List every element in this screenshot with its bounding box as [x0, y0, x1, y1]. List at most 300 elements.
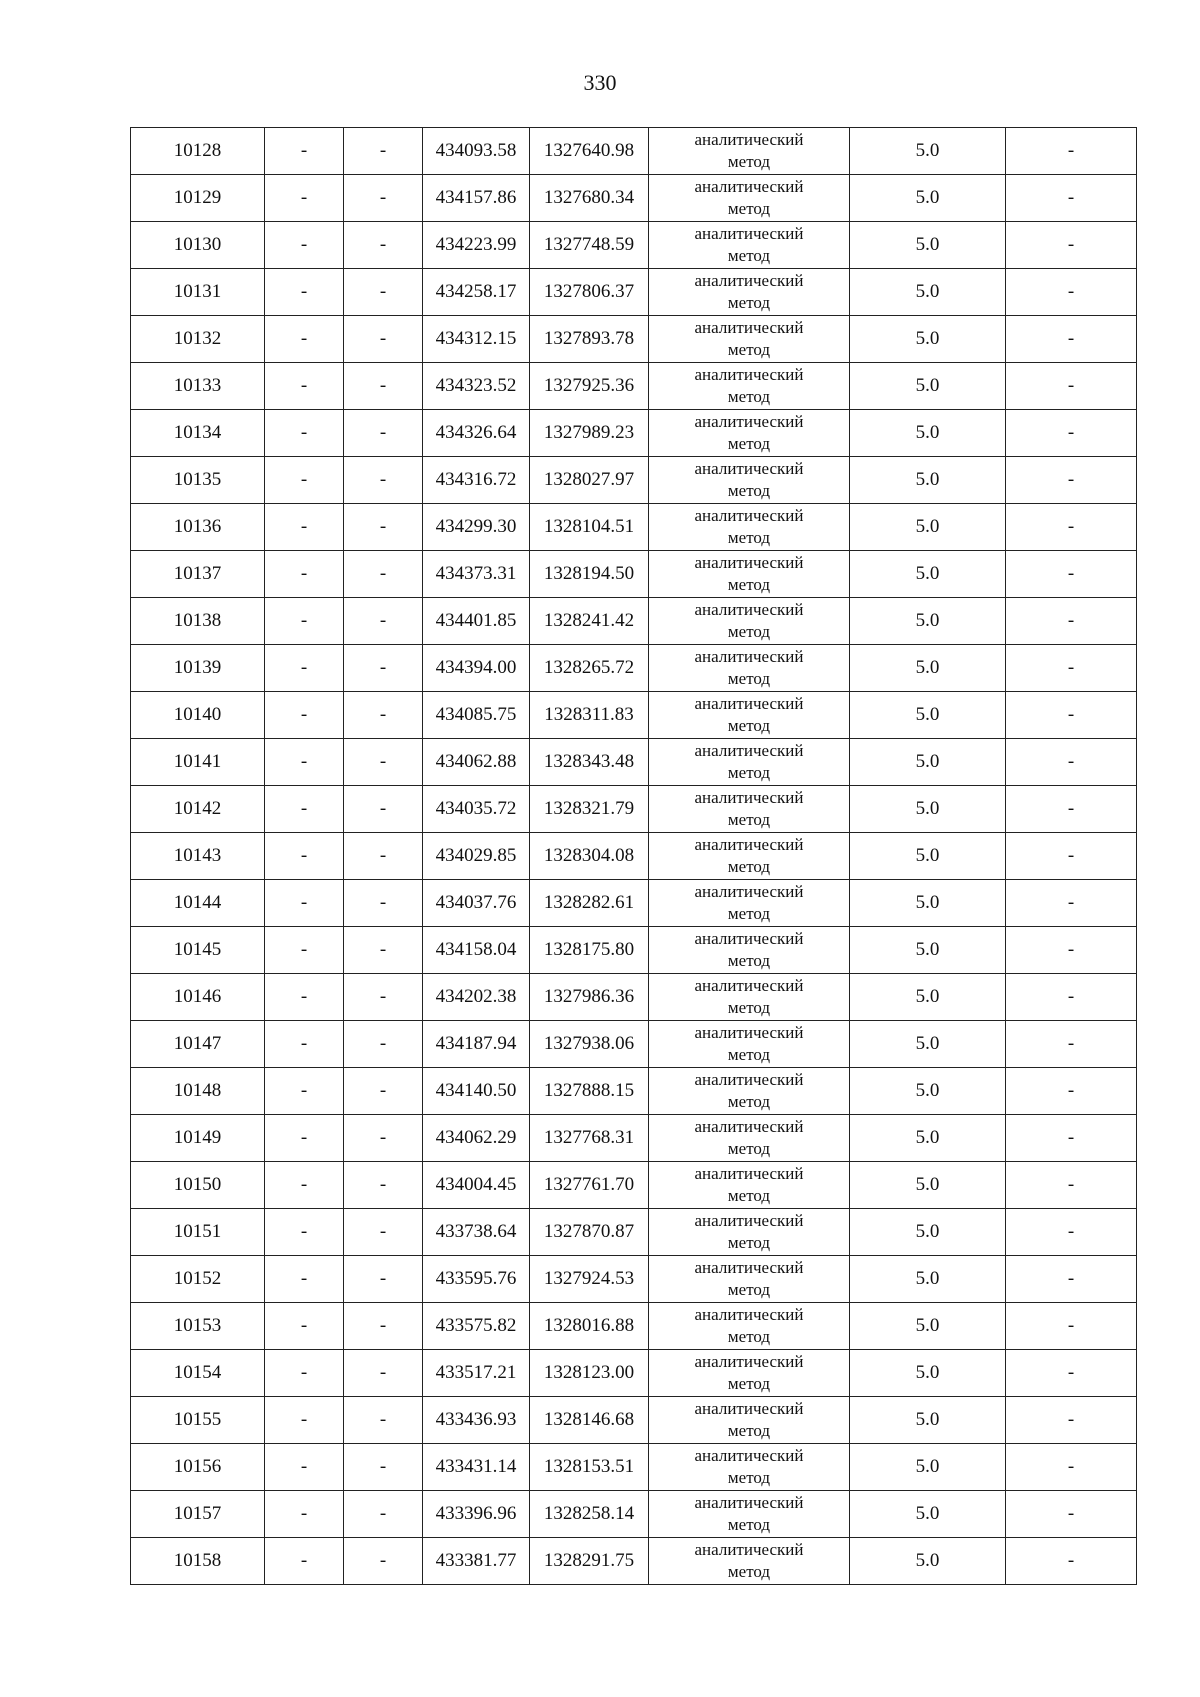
- y-coordinate-cell: 1328265.72: [530, 645, 649, 692]
- note-cell: -: [1006, 1209, 1137, 1256]
- method-cell: [649, 692, 850, 739]
- point-number-cell: 10129: [131, 175, 265, 222]
- empty-value-cell: -: [344, 504, 423, 551]
- note-cell: -: [1006, 1397, 1137, 1444]
- empty-value-cell: -: [265, 128, 344, 175]
- x-coordinate-cell: 434258.17: [423, 269, 530, 316]
- empty-value-cell: -: [265, 1444, 344, 1491]
- empty-value-cell: -: [265, 1115, 344, 1162]
- method-line-2: метод: [727, 1374, 771, 1393]
- empty-value-cell: -: [265, 222, 344, 269]
- empty-value-cell: -: [344, 880, 423, 927]
- accuracy-cell: 5.0: [850, 1115, 1006, 1162]
- y-coordinate-cell: 1327768.31: [530, 1115, 649, 1162]
- accuracy-cell: 5.0: [850, 1256, 1006, 1303]
- x-coordinate-cell: 433517.21: [423, 1350, 530, 1397]
- method-line-2: метод: [727, 1139, 771, 1158]
- empty-value-cell: -: [265, 316, 344, 363]
- x-coordinate-cell: 434401.85: [423, 598, 530, 645]
- table-row: [131, 551, 1137, 598]
- x-coordinate-cell: 434394.00: [423, 645, 530, 692]
- method-line-2: метод: [727, 246, 771, 265]
- y-coordinate-cell: 1327938.06: [530, 1021, 649, 1068]
- accuracy-cell: 5.0: [850, 1162, 1006, 1209]
- method-cell: [649, 1491, 850, 1538]
- empty-value-cell: -: [265, 175, 344, 222]
- y-coordinate-cell: 1328016.88: [530, 1303, 649, 1350]
- y-coordinate-cell: 1327870.87: [530, 1209, 649, 1256]
- method-line-2: метод: [727, 387, 771, 406]
- point-number-cell: 10150: [131, 1162, 265, 1209]
- note-cell: -: [1006, 1115, 1137, 1162]
- method-line-2: метод: [727, 951, 771, 970]
- method-line-1: аналитический: [694, 412, 804, 431]
- method-cell: [649, 880, 850, 927]
- x-coordinate-cell: 434029.85: [423, 833, 530, 880]
- point-number-cell: 10142: [131, 786, 265, 833]
- method-line-2: метод: [727, 1233, 771, 1252]
- x-coordinate-cell: 434035.72: [423, 786, 530, 833]
- accuracy-cell: 5.0: [850, 692, 1006, 739]
- empty-value-cell: -: [265, 504, 344, 551]
- table-row: [131, 175, 1137, 222]
- point-number-cell: 10136: [131, 504, 265, 551]
- y-coordinate-cell: 1328311.83: [530, 692, 649, 739]
- coordinates-table: [130, 127, 1137, 1585]
- y-coordinate-cell: 1328258.14: [530, 1491, 649, 1538]
- empty-value-cell: -: [265, 269, 344, 316]
- empty-value-cell: -: [344, 1350, 423, 1397]
- empty-value-cell: -: [344, 1303, 423, 1350]
- empty-value-cell: -: [344, 1491, 423, 1538]
- point-number-cell: 10143: [131, 833, 265, 880]
- empty-value-cell: -: [344, 1444, 423, 1491]
- table-row: [131, 880, 1137, 927]
- table-row: [131, 1397, 1137, 1444]
- y-coordinate-cell: 1327924.53: [530, 1256, 649, 1303]
- table-row: [131, 316, 1137, 363]
- empty-value-cell: -: [344, 974, 423, 1021]
- note-cell: -: [1006, 1162, 1137, 1209]
- point-number-cell: 10157: [131, 1491, 265, 1538]
- y-coordinate-cell: 1327640.98: [530, 128, 649, 175]
- empty-value-cell: -: [265, 645, 344, 692]
- method-line-2: метод: [727, 528, 771, 547]
- empty-value-cell: -: [265, 598, 344, 645]
- empty-value-cell: -: [344, 410, 423, 457]
- note-cell: -: [1006, 363, 1137, 410]
- accuracy-cell: 5.0: [850, 786, 1006, 833]
- method-cell: [649, 410, 850, 457]
- note-cell: -: [1006, 739, 1137, 786]
- note-cell: -: [1006, 410, 1137, 457]
- y-coordinate-cell: 1328104.51: [530, 504, 649, 551]
- y-coordinate-cell: 1328027.97: [530, 457, 649, 504]
- empty-value-cell: -: [344, 598, 423, 645]
- note-cell: -: [1006, 1303, 1137, 1350]
- note-cell: -: [1006, 1068, 1137, 1115]
- table-row: [131, 927, 1137, 974]
- note-cell: -: [1006, 645, 1137, 692]
- method-line-1: аналитический: [694, 788, 804, 807]
- empty-value-cell: -: [265, 786, 344, 833]
- table-row: [131, 1444, 1137, 1491]
- y-coordinate-cell: 1328175.80: [530, 927, 649, 974]
- x-coordinate-cell: 434312.15: [423, 316, 530, 363]
- method-line-1: аналитический: [694, 130, 804, 149]
- note-cell: -: [1006, 1350, 1137, 1397]
- method-line-2: метод: [727, 810, 771, 829]
- point-number-cell: 10158: [131, 1538, 265, 1585]
- method-line-2: метод: [727, 1092, 771, 1111]
- empty-value-cell: -: [344, 1256, 423, 1303]
- empty-value-cell: -: [265, 410, 344, 457]
- method-cell: [649, 927, 850, 974]
- note-cell: -: [1006, 786, 1137, 833]
- point-number-cell: 10139: [131, 645, 265, 692]
- x-coordinate-cell: 434202.38: [423, 974, 530, 1021]
- x-coordinate-cell: 434373.31: [423, 551, 530, 598]
- empty-value-cell: -: [344, 1115, 423, 1162]
- empty-value-cell: -: [265, 457, 344, 504]
- method-cell: [649, 175, 850, 222]
- table-row: [131, 1491, 1137, 1538]
- method-line-1: аналитический: [694, 647, 804, 666]
- table-row: [131, 410, 1137, 457]
- y-coordinate-cell: 1327888.15: [530, 1068, 649, 1115]
- method-cell: [649, 786, 850, 833]
- x-coordinate-cell: 433575.82: [423, 1303, 530, 1350]
- y-coordinate-cell: 1328343.48: [530, 739, 649, 786]
- table-row: [131, 645, 1137, 692]
- note-cell: -: [1006, 974, 1137, 1021]
- note-cell: -: [1006, 128, 1137, 175]
- point-number-cell: 10147: [131, 1021, 265, 1068]
- note-cell: -: [1006, 222, 1137, 269]
- accuracy-cell: 5.0: [850, 1350, 1006, 1397]
- method-line-1: аналитический: [694, 1258, 804, 1277]
- x-coordinate-cell: 434085.75: [423, 692, 530, 739]
- point-number-cell: 10132: [131, 316, 265, 363]
- empty-value-cell: -: [265, 1256, 344, 1303]
- accuracy-cell: 5.0: [850, 1021, 1006, 1068]
- method-cell: [649, 1256, 850, 1303]
- table-row: [131, 1021, 1137, 1068]
- method-line-1: аналитический: [694, 177, 804, 196]
- note-cell: -: [1006, 551, 1137, 598]
- method-line-1: аналитический: [694, 1446, 804, 1465]
- method-line-1: аналитический: [694, 600, 804, 619]
- method-line-1: аналитический: [694, 1023, 804, 1042]
- empty-value-cell: -: [344, 128, 423, 175]
- point-number-cell: 10131: [131, 269, 265, 316]
- method-line-2: метод: [727, 481, 771, 500]
- method-line-2: метод: [727, 622, 771, 641]
- x-coordinate-cell: 434299.30: [423, 504, 530, 551]
- method-line-1: аналитический: [694, 1352, 804, 1371]
- empty-value-cell: -: [344, 833, 423, 880]
- table-row: [131, 1350, 1137, 1397]
- note-cell: -: [1006, 692, 1137, 739]
- accuracy-cell: 5.0: [850, 739, 1006, 786]
- method-line-1: аналитический: [694, 741, 804, 760]
- accuracy-cell: 5.0: [850, 316, 1006, 363]
- empty-value-cell: -: [265, 1209, 344, 1256]
- y-coordinate-cell: 1327925.36: [530, 363, 649, 410]
- x-coordinate-cell: 433738.64: [423, 1209, 530, 1256]
- accuracy-cell: 5.0: [850, 645, 1006, 692]
- note-cell: -: [1006, 927, 1137, 974]
- y-coordinate-cell: 1327893.78: [530, 316, 649, 363]
- point-number-cell: 10135: [131, 457, 265, 504]
- accuracy-cell: 5.0: [850, 1538, 1006, 1585]
- empty-value-cell: -: [265, 739, 344, 786]
- method-line-2: метод: [727, 1045, 771, 1064]
- table-row: [131, 1303, 1137, 1350]
- empty-value-cell: -: [265, 927, 344, 974]
- method-cell: [649, 363, 850, 410]
- x-coordinate-cell: 433396.96: [423, 1491, 530, 1538]
- note-cell: -: [1006, 598, 1137, 645]
- y-coordinate-cell: 1328146.68: [530, 1397, 649, 1444]
- accuracy-cell: 5.0: [850, 128, 1006, 175]
- method-line-2: метод: [727, 904, 771, 923]
- x-coordinate-cell: 434140.50: [423, 1068, 530, 1115]
- method-line-1: аналитический: [694, 506, 804, 525]
- x-coordinate-cell: 434062.29: [423, 1115, 530, 1162]
- point-number-cell: 10134: [131, 410, 265, 457]
- accuracy-cell: 5.0: [850, 457, 1006, 504]
- empty-value-cell: -: [344, 1162, 423, 1209]
- method-line-2: метод: [727, 575, 771, 594]
- empty-value-cell: -: [344, 1068, 423, 1115]
- empty-value-cell: -: [265, 880, 344, 927]
- method-line-1: аналитический: [694, 459, 804, 478]
- method-cell: [649, 1538, 850, 1585]
- table-row: [131, 1068, 1137, 1115]
- table-row: [131, 1538, 1137, 1585]
- point-number-cell: 10145: [131, 927, 265, 974]
- method-cell: [649, 504, 850, 551]
- note-cell: -: [1006, 316, 1137, 363]
- x-coordinate-cell: 434004.45: [423, 1162, 530, 1209]
- empty-value-cell: -: [344, 363, 423, 410]
- method-line-1: аналитический: [694, 694, 804, 713]
- method-line-2: метод: [727, 1562, 771, 1581]
- note-cell: -: [1006, 1491, 1137, 1538]
- method-line-1: аналитический: [694, 553, 804, 572]
- empty-value-cell: -: [344, 316, 423, 363]
- method-cell: [649, 598, 850, 645]
- method-line-2: метод: [727, 434, 771, 453]
- empty-value-cell: -: [344, 645, 423, 692]
- method-cell: [649, 316, 850, 363]
- empty-value-cell: -: [265, 363, 344, 410]
- method-cell: [649, 645, 850, 692]
- y-coordinate-cell: 1328304.08: [530, 833, 649, 880]
- table-row: [131, 833, 1137, 880]
- accuracy-cell: 5.0: [850, 269, 1006, 316]
- empty-value-cell: -: [265, 551, 344, 598]
- point-number-cell: 10146: [131, 974, 265, 1021]
- x-coordinate-cell: 434093.58: [423, 128, 530, 175]
- point-number-cell: 10153: [131, 1303, 265, 1350]
- empty-value-cell: -: [344, 222, 423, 269]
- accuracy-cell: 5.0: [850, 1397, 1006, 1444]
- empty-value-cell: -: [265, 1303, 344, 1350]
- point-number-cell: 10141: [131, 739, 265, 786]
- method-cell: [649, 974, 850, 1021]
- accuracy-cell: 5.0: [850, 1491, 1006, 1538]
- accuracy-cell: 5.0: [850, 598, 1006, 645]
- empty-value-cell: -: [265, 833, 344, 880]
- table-row: [131, 786, 1137, 833]
- method-line-1: аналитический: [694, 882, 804, 901]
- empty-value-cell: -: [344, 692, 423, 739]
- method-line-2: метод: [727, 293, 771, 312]
- point-number-cell: 10152: [131, 1256, 265, 1303]
- empty-value-cell: -: [265, 974, 344, 1021]
- note-cell: -: [1006, 833, 1137, 880]
- x-coordinate-cell: 434157.86: [423, 175, 530, 222]
- empty-value-cell: -: [344, 1397, 423, 1444]
- accuracy-cell: 5.0: [850, 880, 1006, 927]
- y-coordinate-cell: 1328241.42: [530, 598, 649, 645]
- method-cell: [649, 128, 850, 175]
- y-coordinate-cell: 1328153.51: [530, 1444, 649, 1491]
- method-cell: [649, 739, 850, 786]
- method-line-2: метод: [727, 669, 771, 688]
- empty-value-cell: -: [344, 739, 423, 786]
- note-cell: -: [1006, 175, 1137, 222]
- empty-value-cell: -: [265, 1068, 344, 1115]
- empty-value-cell: -: [344, 175, 423, 222]
- method-cell: [649, 222, 850, 269]
- empty-value-cell: -: [265, 1021, 344, 1068]
- table-body: [131, 128, 1137, 1585]
- x-coordinate-cell: 433431.14: [423, 1444, 530, 1491]
- method-cell: [649, 1115, 850, 1162]
- point-number-cell: 10156: [131, 1444, 265, 1491]
- note-cell: -: [1006, 1444, 1137, 1491]
- empty-value-cell: -: [265, 1538, 344, 1585]
- x-coordinate-cell: 434316.72: [423, 457, 530, 504]
- y-coordinate-cell: 1328321.79: [530, 786, 649, 833]
- point-number-cell: 10130: [131, 222, 265, 269]
- empty-value-cell: -: [344, 551, 423, 598]
- y-coordinate-cell: 1327806.37: [530, 269, 649, 316]
- y-coordinate-cell: 1328194.50: [530, 551, 649, 598]
- method-line-2: метод: [727, 199, 771, 218]
- note-cell: -: [1006, 1538, 1137, 1585]
- point-number-cell: 10133: [131, 363, 265, 410]
- empty-value-cell: -: [265, 1397, 344, 1444]
- empty-value-cell: -: [344, 269, 423, 316]
- table-row: [131, 128, 1137, 175]
- empty-value-cell: -: [344, 927, 423, 974]
- empty-value-cell: -: [265, 1491, 344, 1538]
- accuracy-cell: 5.0: [850, 833, 1006, 880]
- accuracy-cell: 5.0: [850, 1303, 1006, 1350]
- method-cell: [649, 269, 850, 316]
- method-cell: [649, 1444, 850, 1491]
- table-row: [131, 1162, 1137, 1209]
- table-row: [131, 363, 1137, 410]
- point-number-cell: 10154: [131, 1350, 265, 1397]
- method-cell: [649, 1021, 850, 1068]
- accuracy-cell: 5.0: [850, 175, 1006, 222]
- empty-value-cell: -: [344, 786, 423, 833]
- method-line-1: аналитический: [694, 929, 804, 948]
- method-line-1: аналитический: [694, 1399, 804, 1418]
- accuracy-cell: 5.0: [850, 410, 1006, 457]
- empty-value-cell: -: [265, 1350, 344, 1397]
- point-number-cell: 10144: [131, 880, 265, 927]
- method-cell: [649, 551, 850, 598]
- table-row: [131, 1209, 1137, 1256]
- page-number: 330: [583, 70, 617, 95]
- accuracy-cell: 5.0: [850, 927, 1006, 974]
- x-coordinate-cell: 433381.77: [423, 1538, 530, 1585]
- note-cell: -: [1006, 457, 1137, 504]
- note-cell: -: [1006, 269, 1137, 316]
- empty-value-cell: -: [344, 1538, 423, 1585]
- method-line-2: метод: [727, 998, 771, 1017]
- method-line-2: метод: [727, 716, 771, 735]
- method-line-1: аналитический: [694, 224, 804, 243]
- method-line-1: аналитический: [694, 835, 804, 854]
- note-cell: -: [1006, 1256, 1137, 1303]
- method-line-1: аналитический: [694, 976, 804, 995]
- x-coordinate-cell: 434037.76: [423, 880, 530, 927]
- method-cell: [649, 1068, 850, 1115]
- method-line-1: аналитический: [694, 1305, 804, 1324]
- method-cell: [649, 1397, 850, 1444]
- x-coordinate-cell: 434326.64: [423, 410, 530, 457]
- note-cell: -: [1006, 880, 1137, 927]
- accuracy-cell: 5.0: [850, 974, 1006, 1021]
- point-number-cell: 10137: [131, 551, 265, 598]
- method-line-1: аналитический: [694, 1211, 804, 1230]
- point-number-cell: 10128: [131, 128, 265, 175]
- empty-value-cell: -: [265, 1162, 344, 1209]
- accuracy-cell: 5.0: [850, 363, 1006, 410]
- accuracy-cell: 5.0: [850, 222, 1006, 269]
- method-line-2: метод: [727, 340, 771, 359]
- method-line-1: аналитический: [694, 1117, 804, 1136]
- point-number-cell: 10155: [131, 1397, 265, 1444]
- y-coordinate-cell: 1327748.59: [530, 222, 649, 269]
- table-row: [131, 692, 1137, 739]
- method-line-1: аналитический: [694, 1540, 804, 1559]
- table-row: [131, 974, 1137, 1021]
- point-number-cell: 10149: [131, 1115, 265, 1162]
- method-cell: [649, 833, 850, 880]
- method-cell: [649, 1209, 850, 1256]
- y-coordinate-cell: 1328123.00: [530, 1350, 649, 1397]
- table-row: [131, 1115, 1137, 1162]
- y-coordinate-cell: 1327761.70: [530, 1162, 649, 1209]
- point-number-cell: 10151: [131, 1209, 265, 1256]
- table-row: [131, 222, 1137, 269]
- table-row: [131, 504, 1137, 551]
- point-number-cell: 10138: [131, 598, 265, 645]
- method-line-2: метод: [727, 1280, 771, 1299]
- method-line-2: метод: [727, 1421, 771, 1440]
- accuracy-cell: 5.0: [850, 1068, 1006, 1115]
- empty-value-cell: -: [344, 457, 423, 504]
- note-cell: -: [1006, 1021, 1137, 1068]
